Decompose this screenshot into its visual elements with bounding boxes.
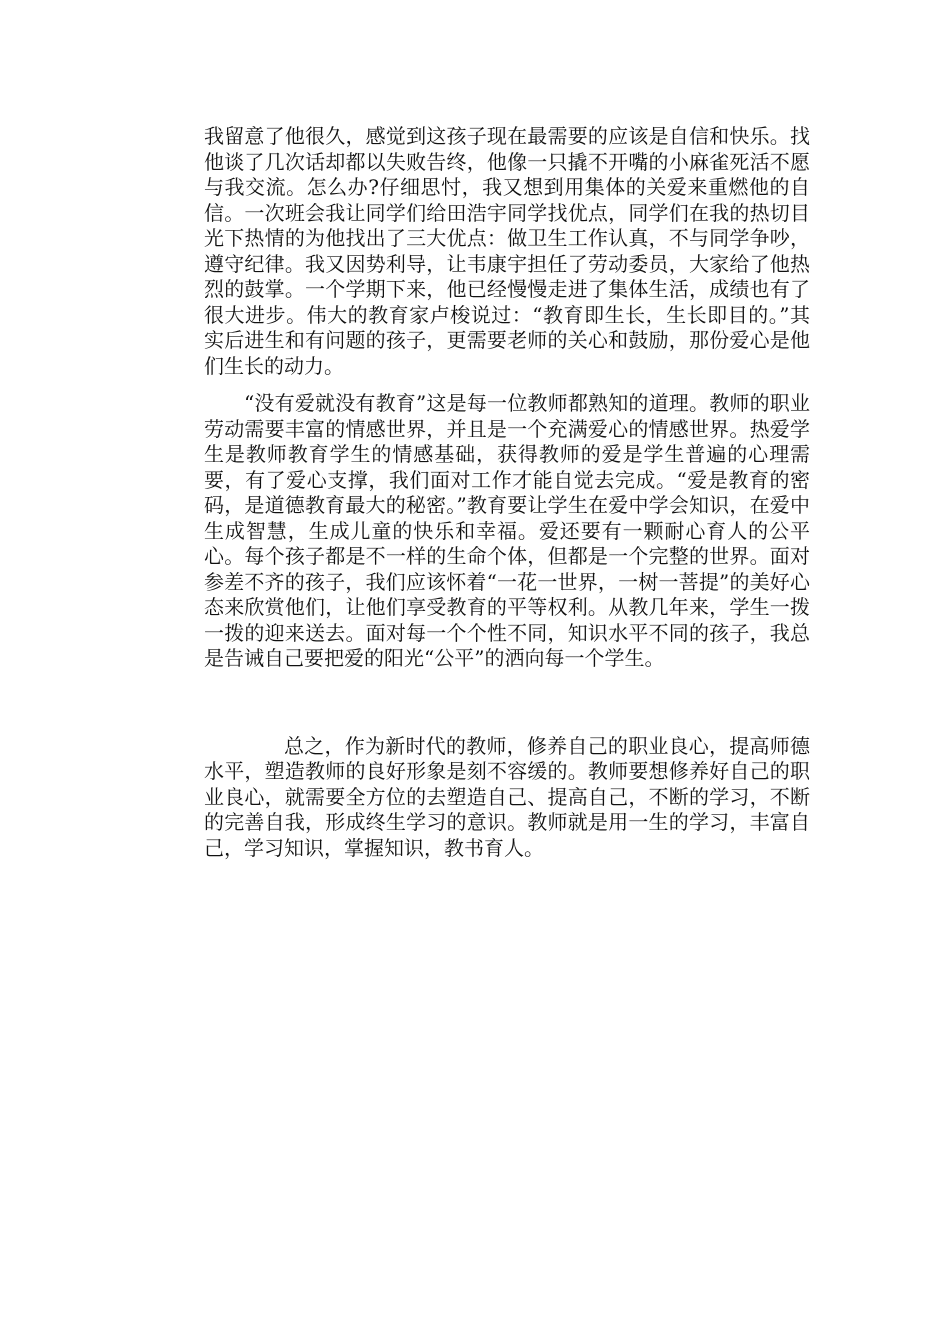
paragraph-1: 我留意了他很久，感觉到这孩子现在最需要的应该是自信和快乐。找他谈了几次话却都以失败告终，他像一只撬不开嘴的小麻雀死活不愿与我交流。怎么办?仔细思忖，我又想到用集体的关爱来重燃他的自信。一次班会我让同学们给田浩宇同学找优点，同学们在我的热切目光下热情的为他找出了三大优点：做卫生工作认真，不与同学争吵，遵守纪律。我又因势利导，让韦康宇担任了劳动委员，大家给了他热烈的鼓掌。一个学期下来，他已经慢慢走进了集体生活，成绩也有了很大进步。伟大的教育家卢梭说过：“教育即生长，生长即目的。”其实后进生和有问题的孩子，更需要老师的关心和鼓励，那份爱心是他们生长的动力。 <box>204 124 810 378</box>
paragraph-3: 总之，作为新时代的教师，修养自己的职业良心，提高师德水平，塑造教师的良好形象是刻不容缓的。教师要想修养好自己的职业良心，就需要全方位的去塑造自己、提高自己，不断的学习，不断的完善自我，形成终生学习的意识。教师就是用一生的学习，丰富自己，学习知识，掌握知识，教书育人。 <box>204 733 810 860</box>
document-body <box>204 124 810 861</box>
paragraph-2: “没有爱就没有教育”这是每一位教师都熟知的道理。教师的职业劳动需要丰富的情感世界，并且是一个充满爱心的情感世界。热爱学生是教师教育学生的情感基础，获得教师的爱是学生普遍的心理需要，有了爱心支撑，我们面对工作才能自觉去完成。“爱是教育的密码，是道德教育最大的秘密。”教育要让学生在爱中学会知识，在爱中生成智慧，生成儿童的快乐和幸福。爱还要有一颗耐心育人的公平心。每个孩子都是不一样的生命个体，但都是一个完整的世界。面对参差不齐的孩子，我们应该怀着“一花一世界，一树一菩提”的美好心态来欣赏他们，让他们享受教育的平等权利。从教几年来，学生一拨一拨的迎来送去。面对每一个个性不同，知识水平不同的孩子，我总是告诫自己要把爱的阳光“公平”的洒向每一个学生。 <box>204 391 810 670</box>
